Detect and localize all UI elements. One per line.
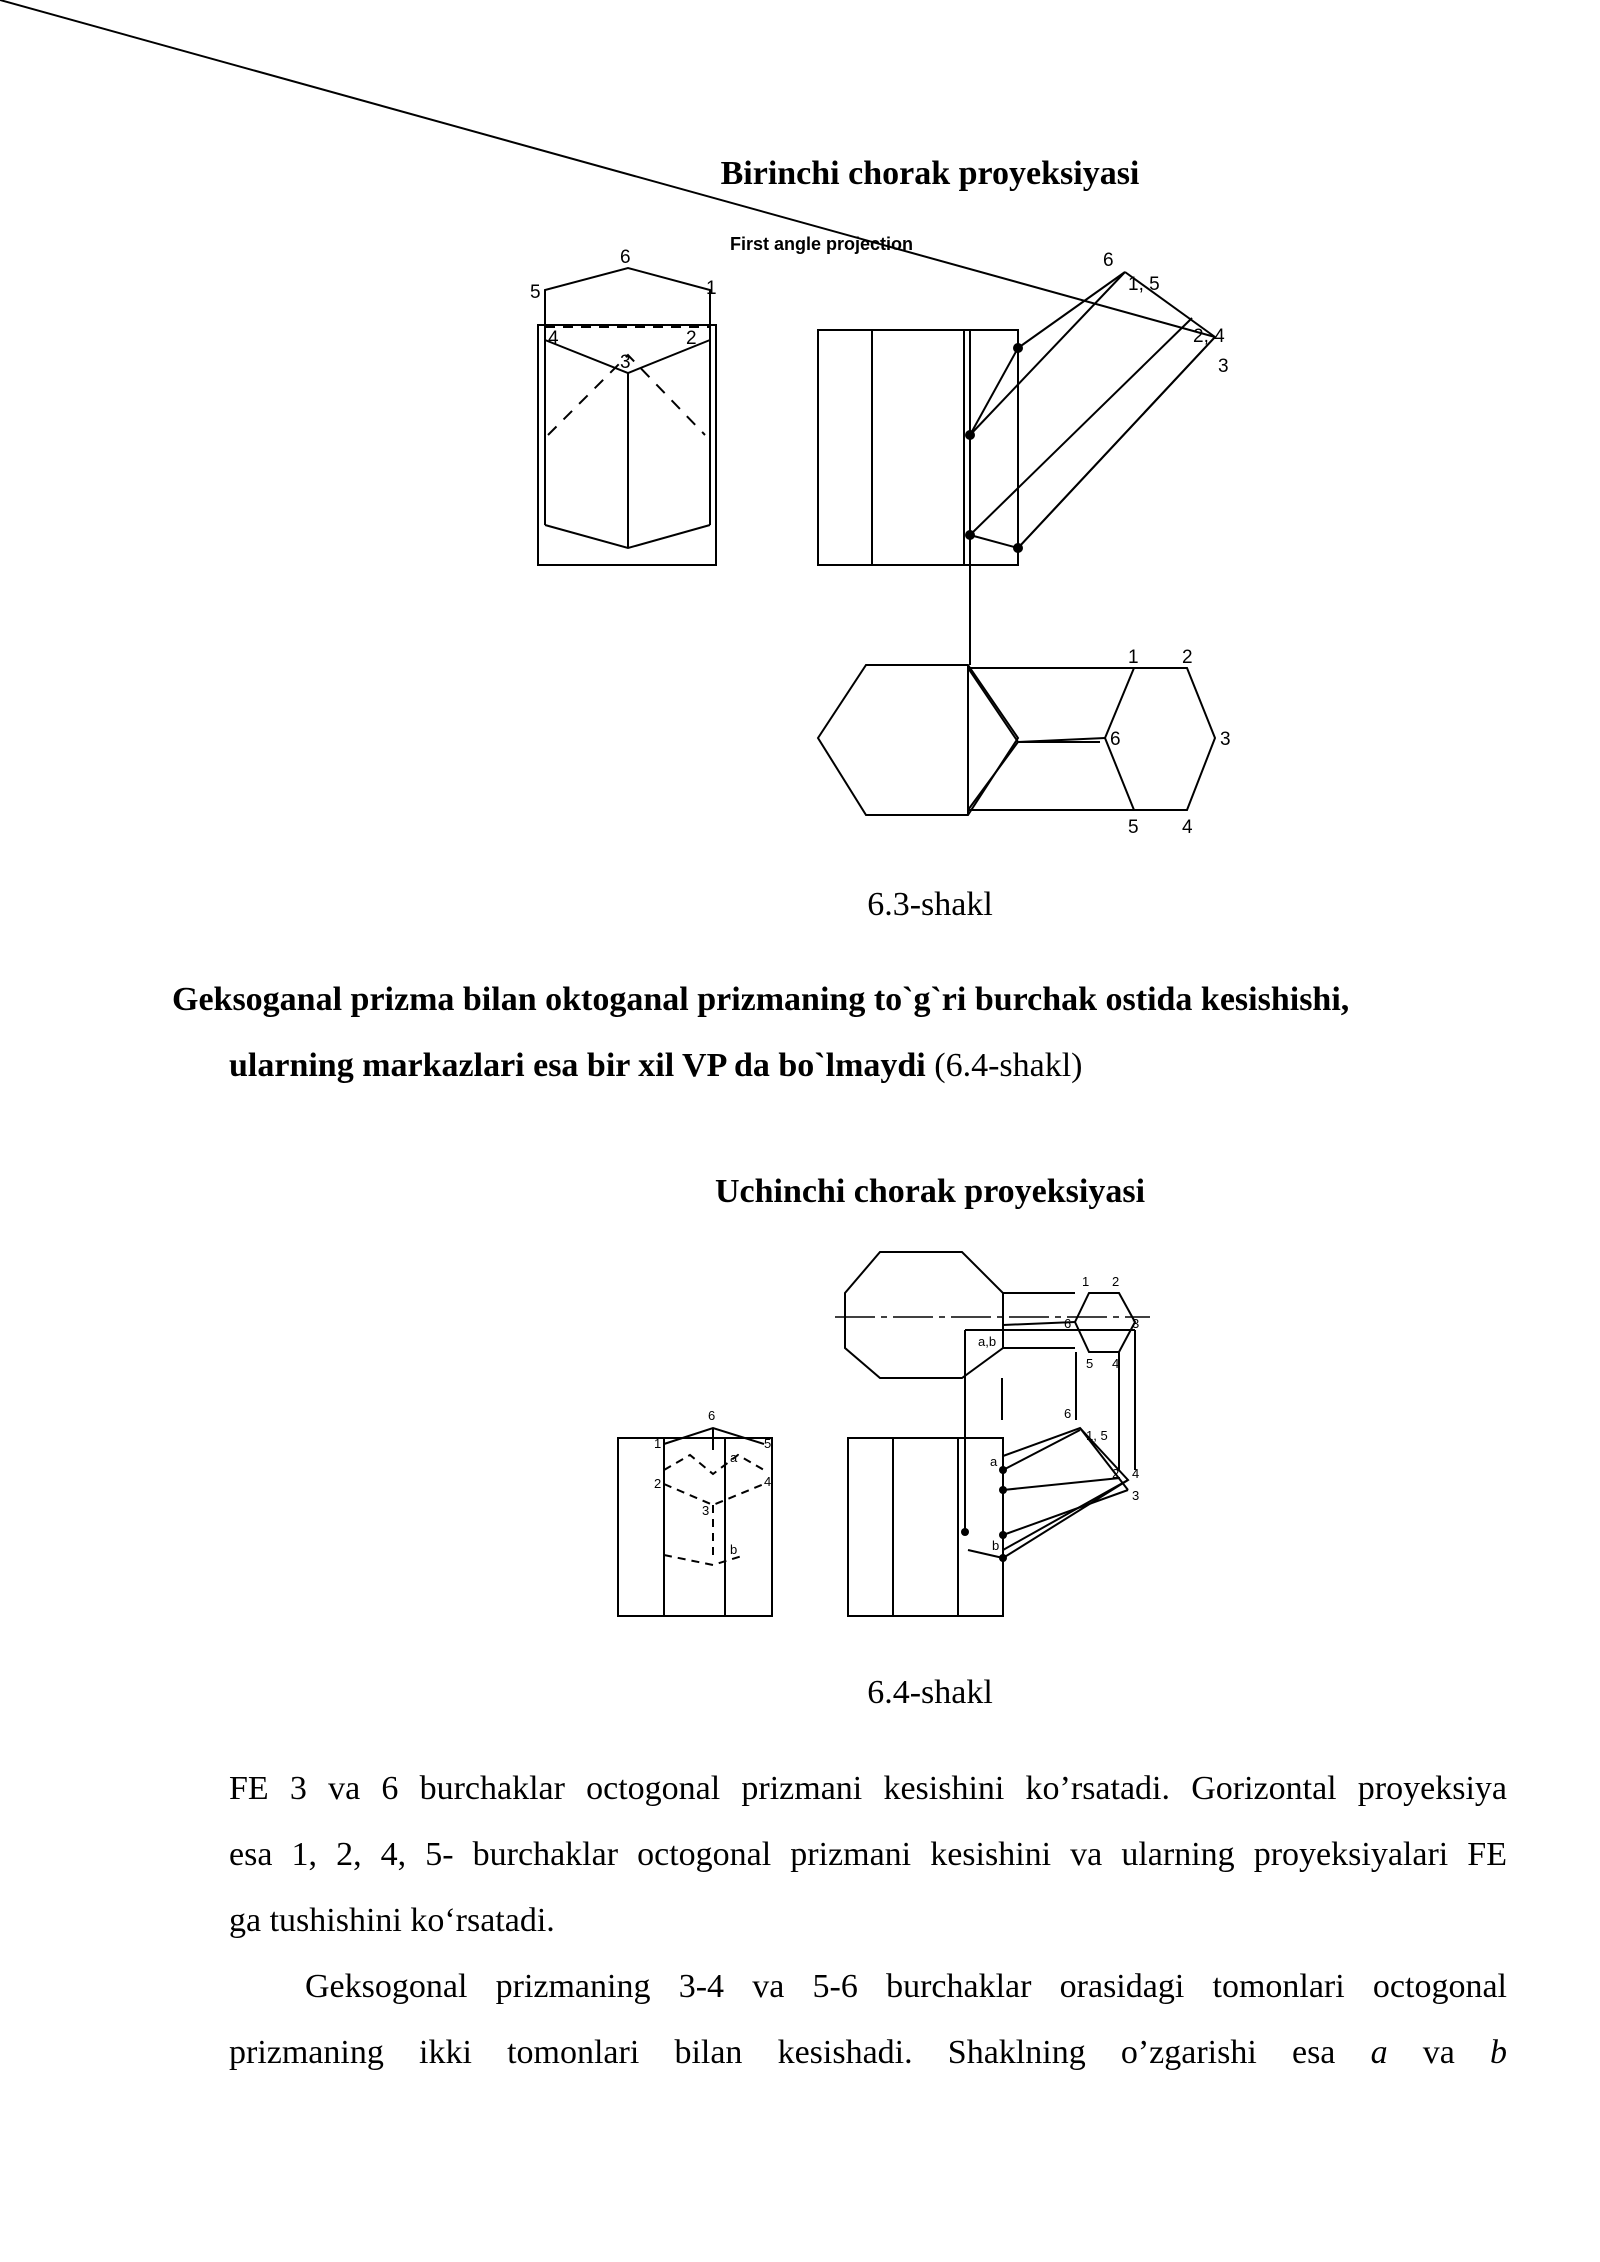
fig1-plan-label: 2 xyxy=(1182,647,1193,668)
paragraph-2 xyxy=(229,1954,1507,2086)
fig2-top-label: 4 xyxy=(1112,1356,1120,1371)
fig1-plan-label: 4 xyxy=(1182,817,1193,838)
fig1-front-label: 1, 5 xyxy=(1128,274,1160,295)
fig1-side-label: 3 xyxy=(620,352,631,373)
fig2-top-label: 2 xyxy=(1112,1274,1120,1289)
fig1-side-label: 1 xyxy=(706,278,717,299)
heading-first-angle: Birinchi chorak proyeksiyasi xyxy=(720,155,1140,192)
fig2-top-label: 6 xyxy=(1064,1316,1072,1331)
caption-6-4: 6.4-shakl xyxy=(867,1674,993,1711)
fig2-top-label: 5 xyxy=(1086,1356,1094,1371)
fig2-side-label: 1 xyxy=(654,1436,662,1451)
fig2-side-label: 5 xyxy=(764,1436,772,1451)
fig2-front-label: 3 xyxy=(1132,1488,1140,1503)
fig2-top-label: 1 xyxy=(1082,1274,1090,1289)
paragraph-2-line: Geksogonal prizmaning 3-4 va 5-6 burchaklar orasidagi tomonlari octogonal xyxy=(305,1968,1507,2005)
fig1-plan-label: 1 xyxy=(1128,647,1139,668)
fig2-side-label: 3 xyxy=(702,1503,710,1518)
fig2-side-label: 6 xyxy=(708,1408,716,1423)
paragraph-1-line: esa 1, 2, 4, 5- burchaklar octogonal prizmani kesishini va ularning proyeksiyalari FE xyxy=(229,1836,1507,1873)
fig2-front-label: 6 xyxy=(1064,1406,1072,1421)
fig1-top-label: First angle projection xyxy=(730,234,914,254)
fig2-side-label: 2 xyxy=(654,1476,662,1491)
fig2-top-label: 3 xyxy=(1132,1316,1140,1331)
fig2-front-label: a xyxy=(990,1454,998,1469)
paragraph-2-conj: va xyxy=(1387,2034,1490,2071)
variable-b: b xyxy=(1490,2034,1507,2071)
fig1-front-label: 2, 4 xyxy=(1193,326,1225,347)
paragraph-1-line: FE 3 va 6 burchaklar octogonal prizmani kesishini ko’rsatadi. Gorizontal proyeksiya xyxy=(229,1770,1507,1807)
paragraph-2-line2-text: prizmaning ikki tomonlari bilan kesishadi. Shaklning o’zgarishi esa xyxy=(229,2034,1371,2071)
fig1-side-label: 6 xyxy=(620,247,631,268)
fig1-plan-label: 3 xyxy=(1220,729,1231,750)
fig2-top-label: a,b xyxy=(978,1334,997,1349)
fig2-front-label: 4 xyxy=(1132,1466,1140,1481)
variable-a: a xyxy=(1370,2034,1388,2071)
fig2-side-label: b xyxy=(730,1542,738,1557)
fig2-front-label: 1, 5 xyxy=(1086,1428,1108,1443)
paragraph-1-line: ga tushishini ko‘rsatadi. xyxy=(229,1902,555,1939)
fig1-side-label: 2 xyxy=(686,328,697,349)
caption-6-3: 6.3-shakl xyxy=(867,886,993,923)
paragraph-2-line2 xyxy=(229,2020,1507,2086)
fig2-side-label: 4 xyxy=(764,1474,772,1489)
section-title-line2: ularning markazlari esa bir xil VP da bo`lmaydi xyxy=(229,1047,926,1084)
section-title-ref: (6.4-shakl) xyxy=(925,1047,1083,1084)
fig1-front-label: 6 xyxy=(1103,250,1114,271)
fig2-front-label: b xyxy=(992,1538,1000,1553)
fig2-side-label: a xyxy=(730,1450,738,1465)
fig1-plan-label: 6 xyxy=(1110,729,1121,750)
fig1-front-label: 3 xyxy=(1218,356,1229,377)
fig2-front-label: 2 xyxy=(1112,1466,1120,1481)
fig1-side-label: 5 xyxy=(530,282,541,303)
fig1-side-label: 4 xyxy=(548,328,559,349)
paragraph-1 xyxy=(229,1756,1507,1954)
fig1-plan-label: 5 xyxy=(1128,817,1139,838)
heading-third-angle: Uchinchi chorak proyeksiyasi xyxy=(714,1173,1146,1210)
section-title-line1: Geksoganal prizma bilan oktoganal prizmaning to`g`ri burchak ostida kesishishi, xyxy=(172,981,1350,1018)
